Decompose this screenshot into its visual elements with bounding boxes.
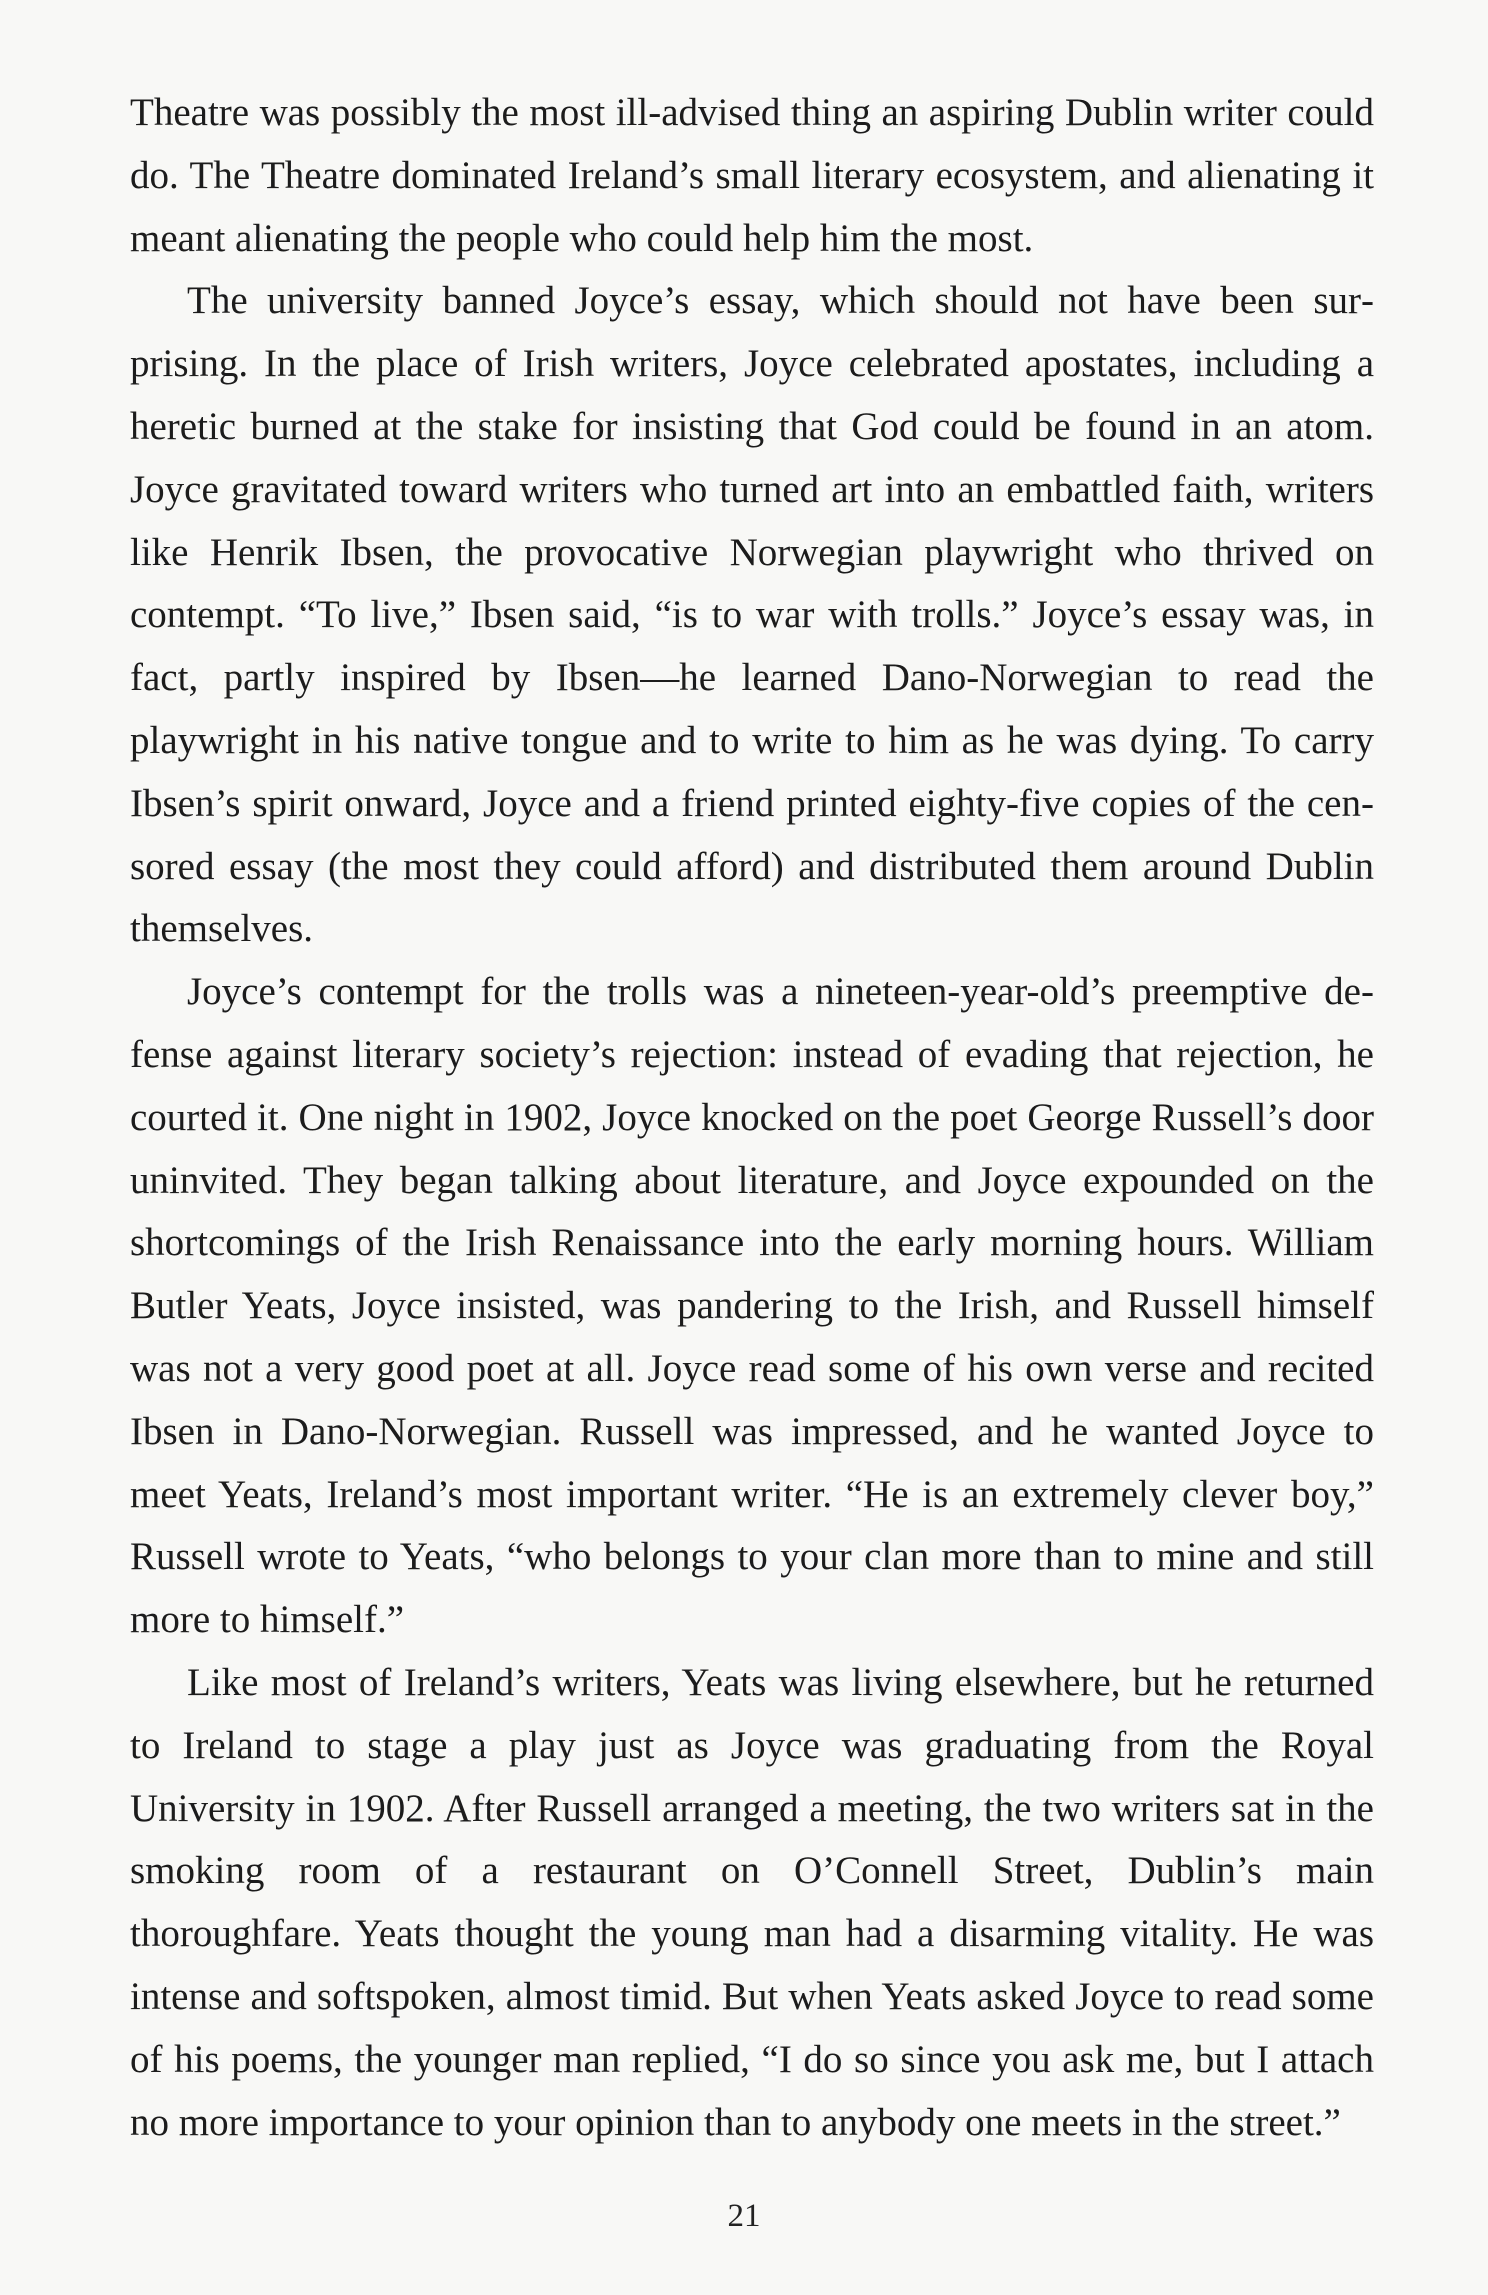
paragraph-3: Joyce’s contempt for the trolls was a nineteen-year-old’s preemptive defense against literary society’s rejection: instead of evading that rejection, he courted it. One night in 1902, Joyce knocked on the poet George Russell’s door uninvited. They began talking about literature, and Joyce expounded on the shortcomings of the Irish Renaissance into the early morning hours. William Butler Yeats, Joyce insisted, was pandering to the Irish, and Russell himself was not a very good poet at all. Joyce read some of his own verse and recited Ibsen in Dano-Norwegian. Russell was impressed, and he wanted Joyce to meet Yeats, Ireland’s most important writer. “He is an extremely clever boy,” Russell wrote to Yeats, “who belongs to your clan more than to mine and still more to himself.”	[130, 970, 1374, 1642]
paragraph-4: Like most of Ireland’s writers, Yeats was living elsewhere, but he returned to Ireland to stage a play just as Joyce was graduating from the Royal University in 1902. After Russell arranged a meeting, the two writers sat in the smoking room of a restaurant on O’Connell Street, Dublin’s main thoroughfare. Yeats thought the young man had a disarming vitality. He was intense and softspoken, almost timid. But when Yeats asked Joyce to read some of his poems, the younger man replied, “I do so since you ask me, but I attach no more importance to your opinion than to anybody one meets in the street.”	[130, 1660, 1374, 2144]
page-number: 21	[727, 2198, 761, 2234]
body-text	[130, 82, 1374, 2154]
paragraph-2: The university banned Joyce’s essay, which should not have been surprising. In the place of Irish writers, Joyce celebrated apostates, including a heretic burned at the stake for insisting that God could be found in an atom. Joyce gravitated toward writers who turned art into an embattled faith, writers like Henrik Ibsen, the provocative Norwegian playwright who thrived on contempt. “To live,” Ibsen said, “is to war with trolls.” Joyce’s essay was, in fact, partly inspired by Ibsen—he learned Dano-Norwegian to read the playwright in his native tongue and to write to him as he was dying. To carry Ibsen’s spirit onward, Joyce and a friend printed eighty-five copies of the censored essay (the most they could afford) and distributed them around Dublin themselves.	[130, 279, 1374, 951]
paragraph-1: Theatre was possibly the most ill-advised thing an aspiring Dublin writer could do. The Theatre dominated Ireland’s small literary ecosystem, and alienating it meant alienating the people who could help him the most.	[130, 91, 1374, 260]
